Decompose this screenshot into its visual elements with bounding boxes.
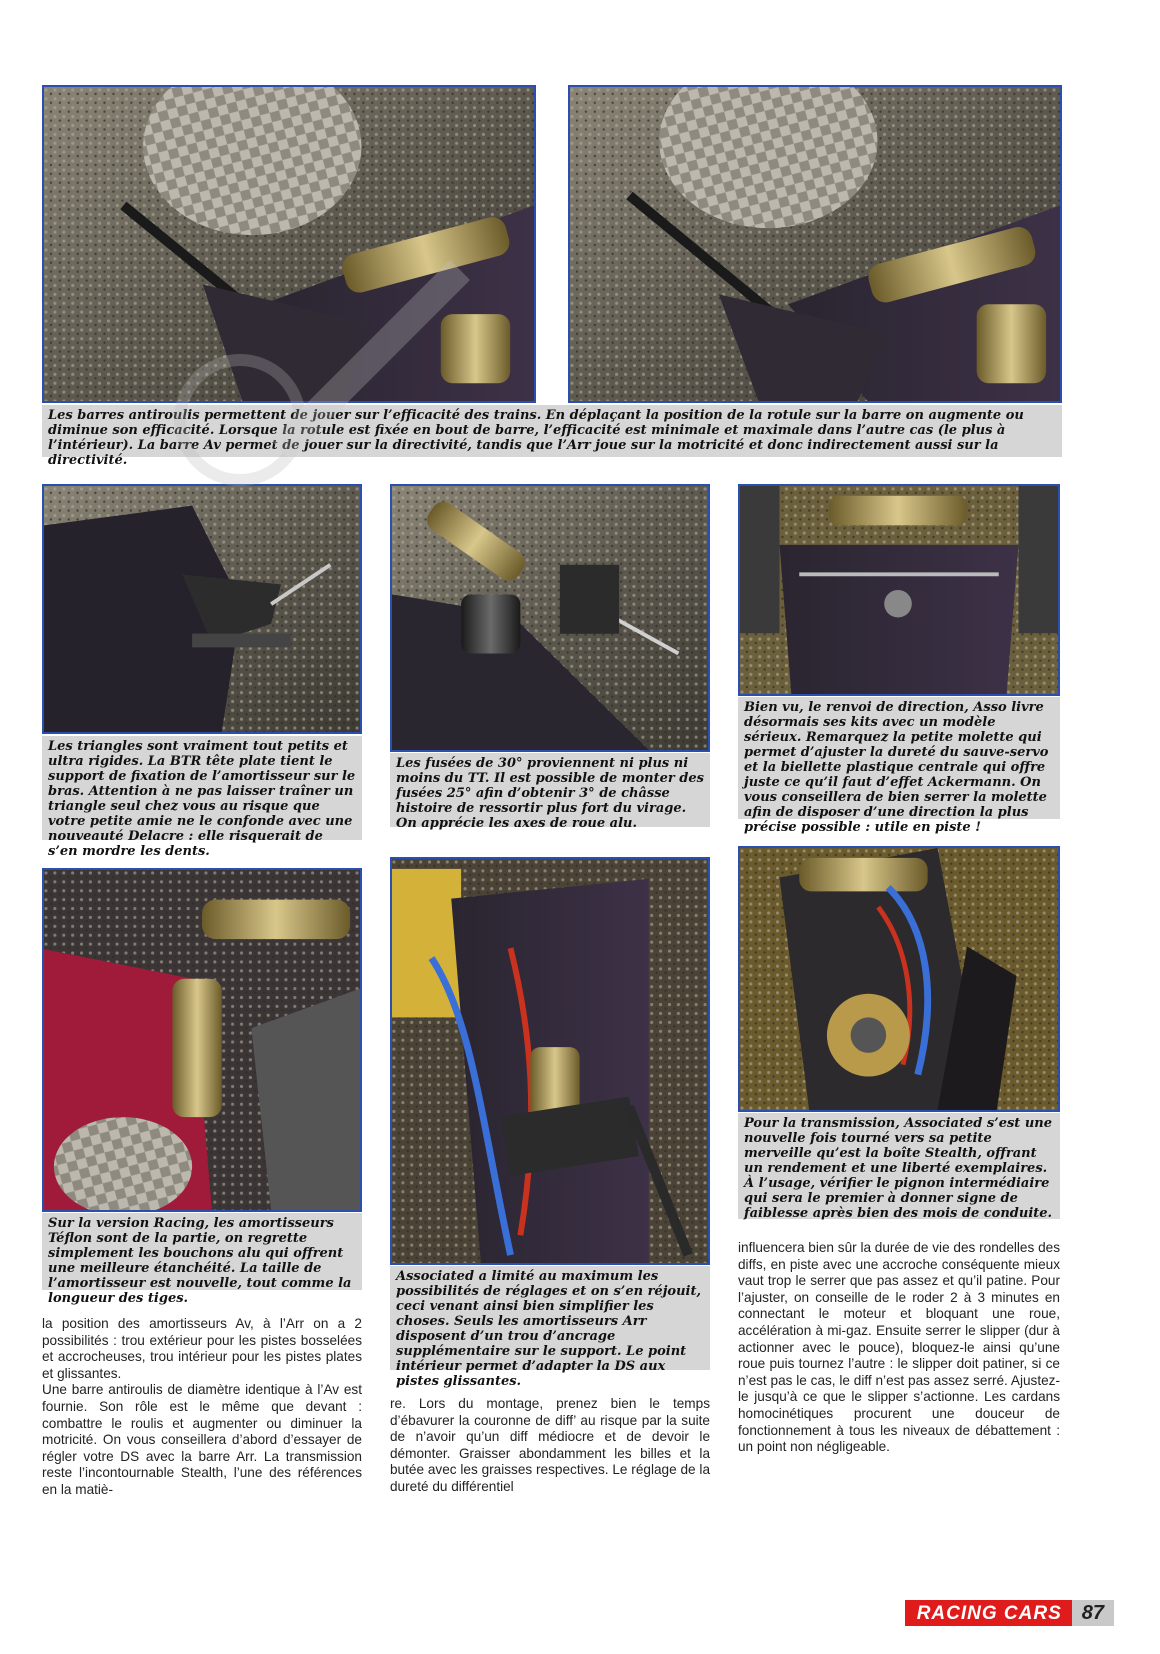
- page-number: 87: [1072, 1600, 1114, 1626]
- rc-shock-photo-icon: [392, 486, 708, 750]
- photo-front-arms: [42, 484, 362, 734]
- rc-suspension-photo-icon: [44, 87, 534, 401]
- caption-transmission: Pour la transmission, Associated s’est une nouvelle fois tourné vers sa petite merveille qu’est la boîte Stealth, offrant un rendement et une liberté exemplaires. À l’usage, vérifier le pignon intermédiaire qui sera le premier à donner signe de faiblesse après bien des mois de conduite.: [738, 1113, 1060, 1219]
- body-paragraph: Une barre antiroulis de diamètre identique à l’Av est fournie. Son rôle est le même que devant : combattre le roulis et augmenter ou diminuer la motricité. On vous conseillera d’abord d’essayer de régler votre DS avec la barre Arr. La transmission reste l’incontournable Stealth, l’une des références en la matiè-: [42, 1382, 362, 1497]
- photo-steering-knuckles: [390, 484, 710, 752]
- body-column-2: [390, 1396, 710, 1496]
- body-column-1: [42, 1316, 362, 1499]
- body-paragraph: re. Lors du montage, prenez bien le temps d’ébavurer la couronne de diff’ au risque par la suite de n’avoir qu’un diff médiocre et de devoir le démonter. Graisser abondamment les billes et la butée avec les graisses respectives. Le réglage de la dureté du différentiel: [390, 1396, 710, 1494]
- rc-shock-photo-icon: [44, 870, 360, 1210]
- rc-gearbox-photo-icon: [740, 848, 1058, 1110]
- photo-steering-linkage: [738, 484, 1060, 696]
- caption-front-arms: Les triangles sont vraiment tout petits et ultra rigides. La BTR tête plate tient le support de fixation de l’amortisseur sur le bras. Attention à ne pas laisser traîner un triangle seul chez vous au risque que votre petite amie ne le confonde avec une nouveauté Delacre : elle risquerait de s’en mordre les dents.: [42, 736, 362, 840]
- caption-rear-adjustments: Associated a limité au maximum les possibilités de réglages et on s’en réjouit, ceci venant ainsi bien simplifier les choses. Seuls les amortisseurs Arr disposent d’un trou d’ancrage supplémentaire sur le support. Le point intérieur permet d’adapter la DS aux pistes glissantes.: [390, 1266, 710, 1370]
- magazine-brand: RACING CARS: [905, 1600, 1072, 1626]
- photo-rear-adjustments: [390, 857, 710, 1265]
- caption-steering-linkage: Bien vu, le renvoi de direction, Asso livre désormais ses kits avec un modèle sérieux. Remarquez la petite molette qui permet d’ajuster la dureté du sauve-servo et la biellette plastique centrale qui offre juste ce qu’il faut d’effet Ackermann. On vous conseillera de bien serrer la molette afin de disposer d’une direction la plus précise possible : utile en piste !: [738, 697, 1060, 819]
- rc-suspension-photo-icon: [570, 87, 1060, 401]
- photo-anti-roll-bar-outer: [42, 85, 536, 403]
- caption-anti-roll-bars: Les barres antiroulis permettent de jouer sur l’efficacité des trains. En déplaçant la position de la rotule sur la barre on augmente ou diminue son efficacité. Lorsque la rotule est fixée en bout de barre, l’efficacité est minimale et maximale dans l’autre cas (le plus à l’intérieur). La barre Av permet de jouer sur la directivité, tandis que l’Arr joue sur la motricité et donc indirectement aussi sur la directivité.: [42, 405, 1062, 457]
- photo-anti-roll-bar-inner: [568, 85, 1062, 403]
- rc-chassis-photo-icon: [740, 486, 1058, 694]
- photo-rear-shocks: [42, 868, 362, 1212]
- rc-wiring-photo-icon: [392, 859, 708, 1263]
- rc-arm-photo-icon: [44, 486, 360, 732]
- caption-steering-knuckles: Les fusées de 30° proviennent ni plus ni moins du TT. Il est possible de monter des fusées 25° afin d’obtenir 3° de châsse histoire de ressortir plus fort du virage. On apprécie les axes de roue alu.: [390, 753, 710, 827]
- body-paragraph: influencera bien sûr la durée de vie des rondelles des diffs, en piste avec une accroche conséquente mieux vaut trop le serrer que pas assez et qu’il patine. Pour l’ajuster, on conseille de le roder 2 à 3 minutes en connectant le moteur et bloquant une roue, accélération à mi-gaz. Ensuite serrer le slipper (dur à actionner avec le pouce), bloquez-le ainsi qu’une roue puis tournez l’autre : le slipper doit patiner, si ce n’est pas le cas, le diff n’est pas assez serré. Ajustez-le jusqu’à ce que le slipper s’actionne. Les cardans homocinétiques procurent une douceur de fonctionnement à tous les niveaux de débattement : un point non négligeable.: [738, 1240, 1060, 1455]
- body-paragraph: la position des amortisseurs Av, à l’Arr on a 2 possibilités : trou extérieur pour les pistes bosselées et accrocheuses, trou intérieur pour les pistes plates et glissantes.: [42, 1316, 362, 1381]
- caption-rear-shocks: Sur la version Racing, les amortisseurs Téflon sont de la partie, on regrette simplement les bouchons alu qui offrent une meilleure étanchéité. La taille de l’amortisseur est nouvelle, tout comme la longueur des tiges.: [42, 1213, 362, 1290]
- photo-transmission: [738, 846, 1060, 1112]
- body-column-3: [738, 1240, 1060, 1456]
- page-footer: [905, 1600, 1114, 1626]
